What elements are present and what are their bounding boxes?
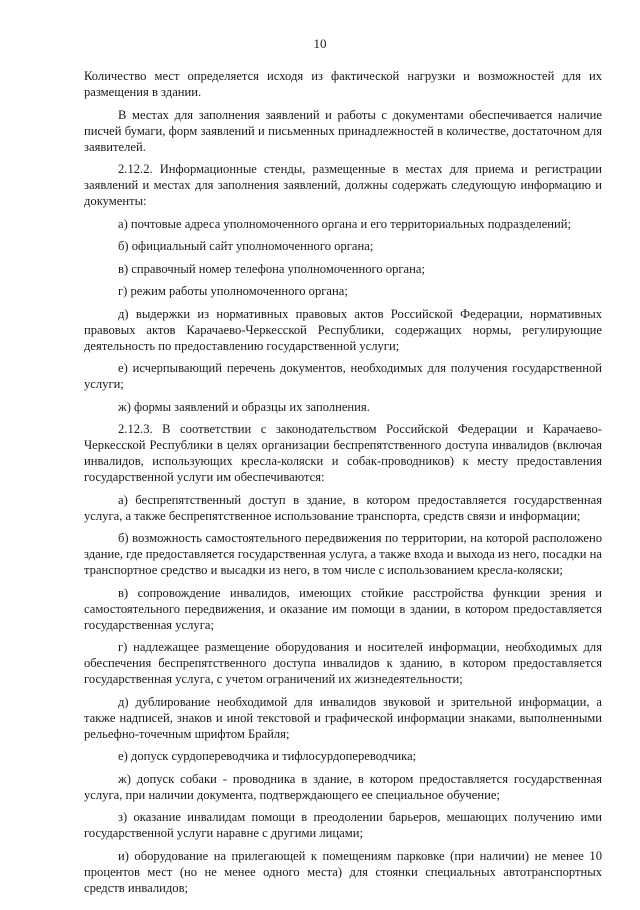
paragraph: е) исчерпывающий перечень документов, необходимых для получения государственной услуги; <box>84 361 602 391</box>
paragraph: з) оказание инвалидам помощи в преодолении барьеров, мешающих получению ими государственной услуги наравне с другими лицами; <box>84 810 602 840</box>
paragraph: ж) формы заявлений и образцы их заполнения. <box>118 399 370 414</box>
page-number: 10 <box>313 36 327 51</box>
paragraph: е) допуск сурдопереводчика и тифлосурдопереводчика; <box>118 749 417 763</box>
paragraph: в) сопровождение инвалидов, имеющих стойкие расстройства функции зрения и самостоятельного передвижения, и оказание им помощи в здании, в котором предоставляется государственная услуга; <box>84 585 602 632</box>
paragraph: г) режим работы уполномоченного органа; <box>118 284 348 298</box>
paragraph: д) дублирование необходимой для инвалидов звуковой и зрительной информации, а также надписей, знаков и иной текстовой и графической информации знаками, выполненными рельефно-точечным шрифтом Брайля; <box>84 694 602 741</box>
paragraph: В местах для заполнения заявлений и работы с документами обеспечивается наличие писчей бумаги, форм заявлений и письменных принадлежностей в количестве, достаточном для заявителей. <box>84 107 602 154</box>
paragraph: 2.12.3. В соответствии с законодательством Российской Федерации и Карачаево-Черкесской Республики в целях организации беспрепятственного доступа инвалидов (включая инвалидов, использующих кресла-коляски и собак-проводников) к месту предоставления государственной услуги им обеспечиваются: <box>84 422 602 484</box>
document-body <box>84 68 602 902</box>
paragraph: в) справочный номер телефона уполномоченного органа; <box>118 261 425 276</box>
paragraph: а) беспрепятственный доступ в здание, в котором предоставляется государственная услуга, а также беспрепятственное использование транспорта, средств связи и информации; <box>84 492 602 523</box>
paragraph: г) надлежащее размещение оборудования и носителей информации, необходимых для обеспечения беспрепятственного доступа инвалидов к зданию, в котором предоставляется государственная услуга, с учетом ограничений их жизнедеятельности; <box>84 640 602 686</box>
paragraph: б) официальный сайт уполномоченного органа; <box>118 239 374 253</box>
paragraph: и) оборудование на прилегающей к помещениям парковке (при наличии) не менее 10 процентов мест (но не менее одного места) для стоянки специальных автотранспортных средств инвалидов; <box>84 848 602 895</box>
paragraph: а) почтовые адреса уполномоченного органа и его территориальных подразделений; <box>118 216 571 231</box>
paragraph: б) возможность самостоятельного передвижения по территории, на которой расположено здание, где предоставляется государственная услуга, а также входа и выхода из него, посадки на транспортное средство и высадки из него, в том числе с использованием кресла-коляски; <box>84 531 602 577</box>
paragraph: 2.12.2. Информационные стенды, размещенные в местах для приема и регистрации заявлений и местах для заполнения заявлений, должны содержать следующую информацию и документы: <box>84 162 602 208</box>
paragraph: ж) допуск собаки - проводника в здание, в котором предоставляется государственная услуга, при наличии документа, подтверждающего ее специальное обучение; <box>84 771 602 802</box>
paragraph: Количество мест определяется исходя из фактической нагрузки и возможностей для их размещения в здании. <box>84 69 602 99</box>
paragraph: д) выдержки из нормативных правовых актов Российской Федерации, нормативных правовых актов Карачаево-Черкесской Республики, содержащих нормы, регулирующие деятельность по предоставлению государственной услуги; <box>84 306 602 353</box>
